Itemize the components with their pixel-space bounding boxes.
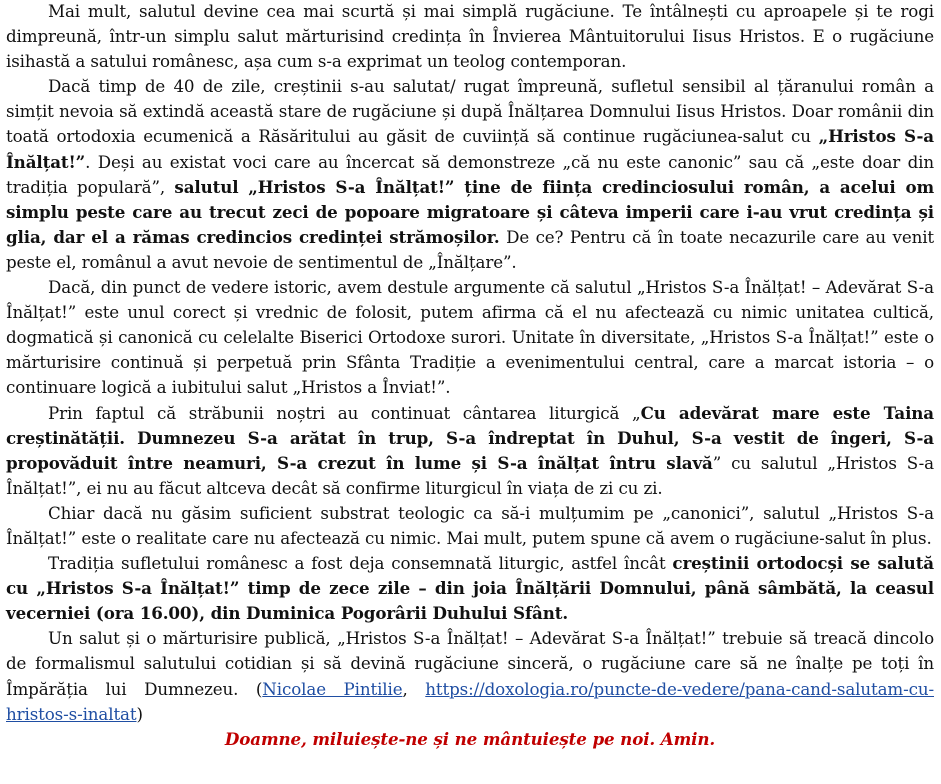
paragraph-2-text-b: . Deși au existat voci care au încercat să demonstreze „că nu este canonic” sau că „este doar din tradiția populară”,: [6, 151, 934, 197]
paragraph-3-text: Dacă, din punct de vedere istoric, avem destule argumente că salutul „Hristos S-a Înălțat! – Adevărat S-a Înălțat!” este unul corect și vrednic de folosit, putem afirma că el nu afectează cu nimic unitatea cultică, dogmatică și canonică cu celelalte Biserici Ortodoxe surori. Unitate în diversitate, „Hristos S-a Înălțat!” este o mărturisire continuă și perpetuă prin Sfânta Tradiție a evenimentului central, care a marcat istoria – o continuare logică a iubitului salut „Hristos a Înviat!”.: [6, 277, 934, 398]
paragraph-6-bold-rule: creștinii ortodocși se salută cu „Hristos S-a Înălțat!” timp de zece zile – din joia Înălțării Domnului, până sâmbătă, la ceasul vecerniei (ora 16.00), din Duminica Pogorârii Duhului Sfânt.: [6, 553, 934, 624]
paragraph-6: [6, 551, 934, 626]
paragraph-5-text: Chiar dacă nu găsim suficient substrat teologic ca să-i mulțumim pe „canonici”, salutul „Hristos S-a Înălțat!” este o realitate care nu afectează cu nimic. Mai mult, putem spune că avem o rugăciune-salut în plus.: [6, 502, 934, 548]
paragraph-4-text-b: ” cu salutul „Hristos S-a Înălțat!”, ei nu au făcut altceva decât să confirme liturgicul în viața de zi cu zi.: [6, 452, 934, 498]
paragraph-3: [6, 275, 934, 400]
source-url-link[interactable]: https://doxologia.ro/puncte-de-vedere/pana-cand-salutam-cu-hristos-s-inaltat: [6, 678, 934, 724]
paragraph-1-text: Mai mult, salutul devine cea mai scurtă și mai simplă rugăciune. Te întâlnești cu aproapele și te rogi dimpreună, într-un simplu salut mărturisind credința în Învierea Mântuitorului Iisus Hristos. E o rugăciune isihastă a satului românesc, așa cum s-a exprimat un teolog contemporan.: [6, 1, 934, 72]
paragraph-5: [6, 501, 934, 551]
author-link[interactable]: Nicolae Pintilie: [262, 678, 403, 699]
citation-separator: ,: [402, 678, 426, 699]
paragraph-2-bold-greeting: „Hristos S-a Înălțat!”: [6, 126, 934, 172]
paragraph-1: [6, 0, 934, 74]
paragraph-7-text: Un salut și o mărturisire publică, „Hristos S-a Înălțat! – Adevărat S-a Înălțat!” trebuie să treacă dincolo de formalismul salutului cotidian și să devină rugăciune sinceră, o rugăciune care să ne înalțe pe toți în Împărăția lui Dumnezeu. (: [6, 628, 934, 699]
citation-close: ): [136, 703, 143, 724]
paragraph-4-text-a: Prin faptul că străbunii noștri au continuat cântarea liturgică „: [48, 402, 641, 423]
paragraph-6-text: Tradiția sufletului românesc a fost deja consemnată liturgic, astfel încât: [48, 553, 673, 574]
paragraph-2-text-a: Dacă timp de 40 de zile, creștinii s-au salutat/ rugat împreună, sufletul sensibil al țăranului român a simțit nevoia să extindă această stare de rugăciune și după Înălțarea Domnului Iisus Hristos. Doar românii din toată ortodoxia ecumenică a Răsăritului au găsit de cuviință să continue rugăciunea-salut cu: [6, 76, 934, 147]
paragraph-7: [6, 626, 934, 726]
closing-prayer: Doamne, miluiește-ne și ne mântuiește pe noi. Amin.: [224, 728, 716, 749]
paragraph-2: [6, 74, 934, 275]
paragraph-4: [6, 401, 934, 501]
paragraph-4-bold-hymn: Cu adevărat mare este Taina creștinătății. Dumnezeu S-a arătat în trup, S-a îndreptat în Duhul, S-a vestit de îngeri, S-a propovăduit între neamuri, S-a crezut în lume și S-a înălțat întru slavă: [6, 402, 934, 473]
paragraph-2-bold-statement: salutul „Hristos S-a Înălțat!” ține de ființa credinciosului român, a acelui om simplu peste care au trecut zeci de popoare migratoare și câteva imperii care i-au vrut credința și glia, dar el a rămas credincios credinței strămoșilor.: [6, 176, 935, 247]
paragraph-2-text-c: De ce? Pentru că în toate necazurile care au venit peste el, românul a avut nevoie de sentimentul de „Înălțare”.: [6, 226, 935, 272]
